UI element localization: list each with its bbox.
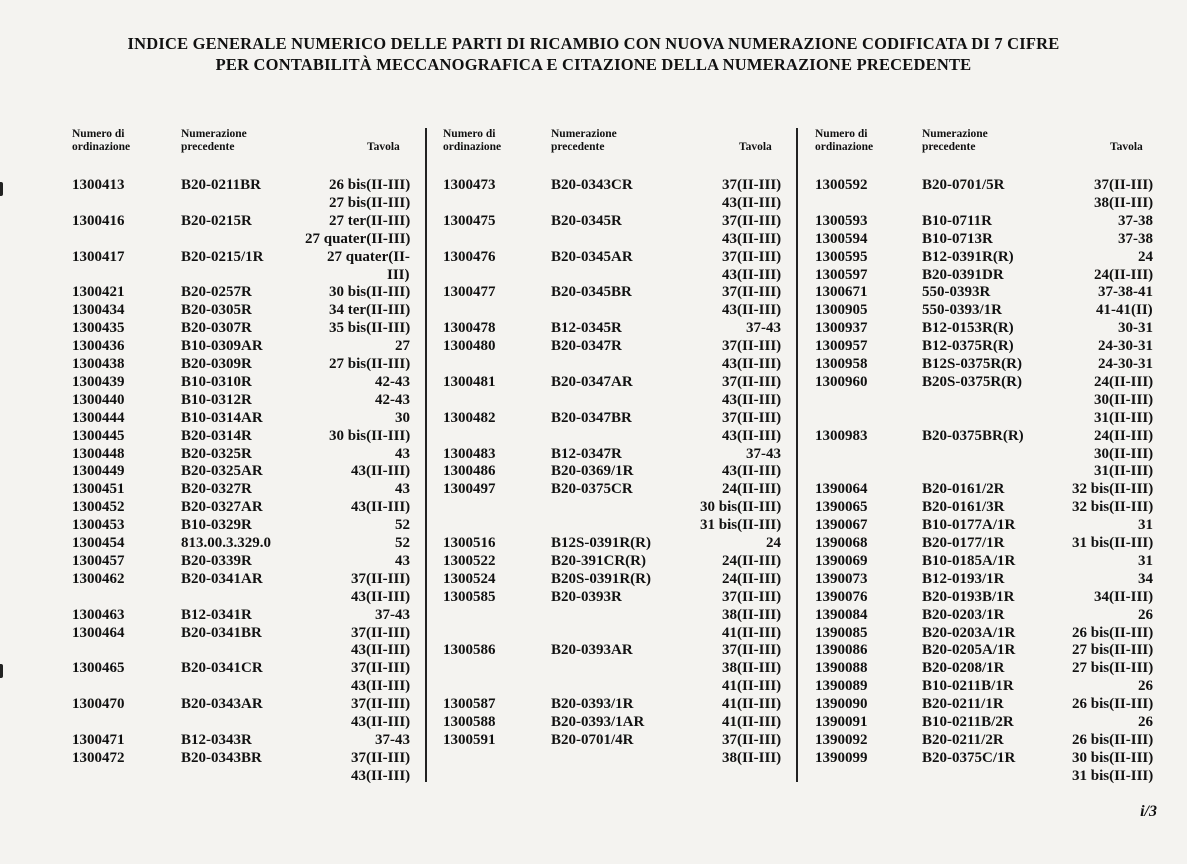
table-ref: 43(II-III) <box>351 499 411 516</box>
previous-number: B10-0310R <box>181 373 252 390</box>
previous-number: B20-0375C/1R <box>922 749 1016 766</box>
previous-number: B10-0312R <box>181 391 252 408</box>
table-ref: 27 quater(II-III) <box>305 230 411 247</box>
table-ref: 41-41(II) <box>1096 302 1153 319</box>
previous-number: B20-0393R <box>551 588 622 605</box>
order-number: 1300477 <box>443 284 496 301</box>
table-ref: 24 <box>1138 248 1153 265</box>
previous-number: B20-0393/1R <box>551 696 634 713</box>
previous-number: B10-0309AR <box>181 338 263 355</box>
order-number: 1390073 <box>815 570 868 587</box>
order-number: 1300478 <box>443 320 496 337</box>
table-ref: 38(II-III) <box>722 660 782 677</box>
order-number: 1300597 <box>815 266 868 283</box>
order-number: 1300457 <box>72 552 125 569</box>
order-number: 1300436 <box>72 338 125 355</box>
previous-number: B20-0347BR <box>551 409 632 426</box>
table-ref: 37(II-III) <box>722 212 782 229</box>
previous-number: B20-0391DR <box>922 266 1004 283</box>
header-table: Tavola <box>1110 141 1143 153</box>
table-ref: 37(II-III) <box>722 248 782 265</box>
column-divider <box>796 128 798 782</box>
order-number: 1300591 <box>443 731 496 748</box>
title-line-2: PER CONTABILITÀ MECCANOGRAFICA E CITAZIONE DELLA NUMERAZIONE PRECEDENTE <box>215 55 972 74</box>
table-ref: 30 <box>395 409 410 426</box>
order-number: 1300452 <box>72 499 125 516</box>
order-number: 1300421 <box>72 284 125 301</box>
table-ref: 30(II-III) <box>1094 445 1154 462</box>
order-number: 1300497 <box>443 481 496 498</box>
order-number: 1300594 <box>815 230 868 247</box>
page-title <box>0 33 1187 75</box>
table-ref: 41(II-III) <box>722 678 782 695</box>
previous-number: B20-0327AR <box>181 499 263 516</box>
table-ref: 38(II-III) <box>722 749 782 766</box>
table-ref: 43(II-III) <box>722 194 782 211</box>
table-ref: 30 bis(II-III) <box>329 427 411 444</box>
order-number: 1300593 <box>815 212 868 229</box>
column-divider <box>425 128 427 782</box>
order-number: 1300435 <box>72 320 125 337</box>
table-ref: 43(II-III) <box>351 463 411 480</box>
order-number: 1390076 <box>815 588 868 605</box>
order-number: 1300465 <box>72 660 125 677</box>
table-ref: 26 bis(II-III) <box>1072 696 1154 713</box>
table-ref: 37(II-III) <box>351 660 411 677</box>
order-number: 1300524 <box>443 570 496 587</box>
previous-number: B20-0215R <box>181 212 252 229</box>
previous-number: B20-0215/1R <box>181 248 264 265</box>
previous-number: B20-0341CR <box>181 660 263 677</box>
header-previous-number: Numerazione precedente <box>922 128 988 153</box>
table-ref: 27 <box>395 338 410 355</box>
table-ref: 31 <box>1138 517 1153 534</box>
order-number: 1390069 <box>815 552 868 569</box>
table-ref: 34 ter(II-III) <box>329 302 411 319</box>
order-number: 1300905 <box>815 302 868 319</box>
order-number: 1300471 <box>72 731 125 748</box>
order-number: 1390085 <box>815 624 868 641</box>
header-order-number: Numero di ordinazione <box>443 128 502 153</box>
header-order-number: Numero di ordinazione <box>72 128 131 153</box>
previous-number: 813.00.3.329.0 <box>181 535 271 551</box>
previous-number: B20-0393AR <box>551 642 633 659</box>
table-ref: 37(II-III) <box>722 731 782 748</box>
table-ref: 30 bis(II-III) <box>1072 749 1154 766</box>
order-number: 1300449 <box>72 463 125 480</box>
table-ref: 32 bis(II-III) <box>1072 481 1154 498</box>
left-edge-mark <box>0 664 3 678</box>
order-number: 1300937 <box>815 320 868 337</box>
order-number: 1300475 <box>443 212 496 229</box>
table-ref: 43(II-III) <box>722 463 782 480</box>
title-line-1: INDICE GENERALE NUMERICO DELLE PARTI DI RICAMBIO CON NUOVA NUMERAZIONE CODIFICATA DI 7 CIFRE <box>127 34 1060 53</box>
table-ref: 26 <box>1138 678 1153 695</box>
table-ref: 30 bis(II-III) <box>700 499 782 516</box>
order-number: 1390089 <box>815 678 868 695</box>
previous-number: B20-0375BR(R) <box>922 427 1024 444</box>
order-number: 1300448 <box>72 445 125 462</box>
order-number: 1300983 <box>815 427 868 444</box>
order-number: 1390099 <box>815 749 868 766</box>
previous-number: B12-0343R <box>181 731 252 748</box>
order-number: 1300592 <box>815 177 868 193</box>
table-ref: 42-43 <box>375 373 410 390</box>
order-number: 1300438 <box>72 356 125 372</box>
order-number: 1300454 <box>72 535 125 551</box>
table-ref: III) <box>387 266 410 283</box>
previous-number: B12S-0391R(R) <box>551 535 651 551</box>
order-number: 1300453 <box>72 517 125 534</box>
previous-number: B20-0347AR <box>551 373 633 390</box>
order-number: 1300516 <box>443 535 496 551</box>
order-number: 1300960 <box>815 373 868 390</box>
order-number: 1300482 <box>443 409 496 426</box>
previous-number: B20-0393/1AR <box>551 714 645 730</box>
table-ref: 26 <box>1138 606 1153 623</box>
order-number: 1390088 <box>815 660 868 677</box>
previous-number: B10-0329R <box>181 517 252 534</box>
table-ref: 52 <box>395 517 410 534</box>
previous-number: B20-0325AR <box>181 463 263 480</box>
order-number: 1300588 <box>443 714 496 730</box>
table-ref: 43 <box>395 552 410 569</box>
previous-number: B12-0193/1R <box>922 570 1005 587</box>
previous-number: B20-0309R <box>181 356 252 372</box>
previous-number: B20-0701/5R <box>922 177 1005 193</box>
table-ref: 37(II-III) <box>722 338 782 355</box>
previous-number: B10-0314AR <box>181 409 263 426</box>
previous-number: B20-0193B/1R <box>922 588 1015 605</box>
previous-number: B20-0341AR <box>181 570 263 587</box>
table-ref: 43 <box>395 445 410 462</box>
order-number: 1300473 <box>443 177 496 193</box>
previous-number: B12-0347R <box>551 445 622 462</box>
table-ref: 24(II-III) <box>722 481 782 498</box>
previous-number: B12-0153R(R) <box>922 320 1014 337</box>
previous-number: B10-0711R <box>922 212 993 229</box>
table-ref: 27 bis(II-III) <box>1072 660 1154 677</box>
table-ref: 38(II-III) <box>722 606 782 623</box>
previous-number: B12-0375R(R) <box>922 338 1014 355</box>
previous-number: B20-0341BR <box>181 624 262 641</box>
table-ref: 37(II-III) <box>722 409 782 426</box>
previous-number: B20S-0375R(R) <box>922 373 1022 390</box>
previous-number: B20-0314R <box>181 427 252 444</box>
previous-number: B10-0177A/1R <box>922 517 1016 534</box>
previous-number: B20-0161/3R <box>922 499 1005 516</box>
table-ref: 24(II-III) <box>722 570 782 587</box>
previous-number: B20-0307R <box>181 320 252 337</box>
table-ref: 35 bis(II-III) <box>329 320 411 337</box>
table-ref: 37-43 <box>375 606 410 623</box>
table-ref: 27 quater(II- <box>327 248 410 265</box>
order-number: 1300413 <box>72 177 125 193</box>
table-ref: 27 bis(II-III) <box>329 356 411 372</box>
header-order-number: Numero di ordinazione <box>815 128 874 153</box>
table-ref: 37(II-III) <box>722 588 782 605</box>
table-ref: 31(II-III) <box>1094 409 1154 426</box>
previous-number: B20-0327R <box>181 481 252 498</box>
previous-number: B12-0391R(R) <box>922 248 1014 265</box>
order-number: 1300463 <box>72 606 125 623</box>
order-number: 1300587 <box>443 696 496 713</box>
table-ref: 41(II-III) <box>722 624 782 641</box>
table-ref: 43(II-III) <box>722 427 782 444</box>
previous-number: B10-0211B/2R <box>922 714 1014 730</box>
previous-number: B20-0339R <box>181 552 252 569</box>
table-ref: 24-30-31 <box>1098 356 1153 372</box>
previous-number: B20-0325R <box>181 445 252 462</box>
table-ref: 41(II-III) <box>722 714 782 730</box>
previous-number: B12-0345R <box>551 320 622 337</box>
order-number: 1300476 <box>443 248 496 265</box>
header-previous-number: Numerazione precedente <box>181 128 247 153</box>
table-ref: 31 bis(II-III) <box>1072 767 1154 784</box>
table-ref: 34 <box>1138 570 1153 587</box>
table-ref: 43(II-III) <box>722 302 782 319</box>
order-number: 1390092 <box>815 731 868 748</box>
table-ref: 37(II-III) <box>351 749 411 766</box>
previous-number: B20-0177/1R <box>922 535 1005 551</box>
table-ref: 27 bis(II-III) <box>329 194 411 211</box>
header-table: Tavola <box>739 141 772 153</box>
previous-number: B12-0341R <box>181 606 252 623</box>
order-number: 1300486 <box>443 463 496 480</box>
table-ref: 37(II-III) <box>351 696 411 713</box>
table-ref: 32 bis(II-III) <box>1072 499 1154 516</box>
table-ref: 43(II-III) <box>351 767 411 784</box>
table-ref: 27 ter(II-III) <box>329 212 411 229</box>
previous-number: B20-0701/4R <box>551 731 634 748</box>
table-ref: 24(II-III) <box>1094 266 1154 283</box>
previous-number: B20-0345BR <box>551 284 632 301</box>
table-ref: 34(II-III) <box>1094 588 1154 605</box>
order-number: 1390068 <box>815 535 868 551</box>
previous-number: B20-0208/1R <box>922 660 1005 677</box>
table-ref: 38(II-III) <box>1094 194 1154 211</box>
order-number: 1300483 <box>443 445 496 462</box>
previous-number: B20-0345AR <box>551 248 633 265</box>
order-number: 1300957 <box>815 338 868 355</box>
previous-number: B10-0211B/1R <box>922 678 1014 695</box>
previous-number: B20-0343BR <box>181 749 262 766</box>
table-ref: 37(II-III) <box>1094 177 1154 193</box>
previous-number: B20-0161/2R <box>922 481 1005 498</box>
header-previous-number: Numerazione precedente <box>551 128 617 153</box>
table-ref: 37-43 <box>746 445 781 462</box>
table-ref: 31 bis(II-III) <box>700 517 782 534</box>
table-ref: 43(II-III) <box>351 588 411 605</box>
table-ref: 27 bis(II-III) <box>1072 642 1154 659</box>
previous-number: B20-0203A/1R <box>922 624 1016 641</box>
table-ref: 24(II-III) <box>722 552 782 569</box>
order-number: 1300585 <box>443 588 496 605</box>
order-number: 1300671 <box>815 284 868 301</box>
previous-number: B20-0347R <box>551 338 622 355</box>
left-edge-mark <box>0 182 3 196</box>
table-ref: 26 bis(II-III) <box>1072 731 1154 748</box>
page-number: i/3 <box>1140 803 1157 820</box>
previous-number: B20-0257R <box>181 284 252 301</box>
table-ref: 52 <box>395 535 410 551</box>
table-ref: 31 bis(II-III) <box>1072 535 1154 551</box>
table-ref: 43 <box>395 481 410 498</box>
header-table: Tavola <box>367 141 400 153</box>
table-ref: 37(II-III) <box>722 642 782 659</box>
table-ref: 24 <box>766 535 781 551</box>
previous-number: B20-0375CR <box>551 481 633 498</box>
previous-number: B20-0211/1R <box>922 696 1004 713</box>
table-ref: 37(II-III) <box>351 570 411 587</box>
previous-number: B10-0713R <box>922 230 993 247</box>
order-number: 1300416 <box>72 212 125 229</box>
order-number: 1390067 <box>815 517 868 534</box>
table-ref: 26 bis(II-III) <box>329 177 411 193</box>
order-number: 1300481 <box>443 373 496 390</box>
table-ref: 26 bis(II-III) <box>1072 624 1154 641</box>
table-ref: 37-38 <box>1118 230 1153 247</box>
order-number: 1300472 <box>72 749 125 766</box>
previous-number: B10-0185A/1R <box>922 552 1016 569</box>
order-number: 1300958 <box>815 356 868 372</box>
previous-number: B20-0205A/1R <box>922 642 1016 659</box>
previous-number: 550-0393/1R <box>922 302 1002 319</box>
table-ref: 24-30-31 <box>1098 338 1153 355</box>
table-ref: 37(II-III) <box>351 624 411 641</box>
previous-number: 550-0393R <box>922 284 991 301</box>
table-ref: 31(II-III) <box>1094 463 1154 480</box>
order-number: 1390091 <box>815 714 868 730</box>
table-ref: 37(II-III) <box>722 284 782 301</box>
order-number: 1300417 <box>72 248 125 265</box>
order-number: 1300440 <box>72 391 125 408</box>
table-ref: 43(II-III) <box>722 230 782 247</box>
previous-number: B20-0211/2R <box>922 731 1004 748</box>
previous-number: B20-0343CR <box>551 177 633 193</box>
table-ref: 43(II-III) <box>351 714 411 730</box>
table-ref: 41(II-III) <box>722 696 782 713</box>
table-ref: 37-38-41 <box>1098 284 1153 301</box>
table-ref: 30(II-III) <box>1094 391 1154 408</box>
table-ref: 30 bis(II-III) <box>329 284 411 301</box>
order-number: 1390064 <box>815 481 868 498</box>
previous-number: B20-391CR(R) <box>551 552 646 569</box>
table-ref: 37(II-III) <box>722 177 782 193</box>
table-ref: 26 <box>1138 714 1153 730</box>
table-ref: 43(II-III) <box>722 266 782 283</box>
order-number: 1390084 <box>815 606 868 623</box>
table-ref: 43(II-III) <box>351 678 411 695</box>
previous-number: B20-0305R <box>181 302 252 319</box>
table-ref: 37-43 <box>746 320 781 337</box>
table-ref: 42-43 <box>375 391 410 408</box>
table-ref: 43(II-III) <box>722 356 782 372</box>
table-ref: 24(II-III) <box>1094 373 1154 390</box>
order-number: 1390086 <box>815 642 868 659</box>
table-ref: 37-38 <box>1118 212 1153 229</box>
table-ref: 31 <box>1138 552 1153 569</box>
table-ref: 43(II-III) <box>351 642 411 659</box>
previous-number: B20-0343AR <box>181 696 263 713</box>
order-number: 1300439 <box>72 373 125 390</box>
order-number: 1390065 <box>815 499 868 516</box>
order-number: 1300464 <box>72 624 125 641</box>
order-number: 1390090 <box>815 696 868 713</box>
previous-number: B20S-0391R(R) <box>551 570 651 587</box>
table-ref: 43(II-III) <box>722 391 782 408</box>
order-number: 1300595 <box>815 248 868 265</box>
order-number: 1300434 <box>72 302 125 319</box>
previous-number: B20-0203/1R <box>922 606 1005 623</box>
order-number: 1300445 <box>72 427 125 444</box>
previous-number: B20-0211BR <box>181 177 262 193</box>
previous-number: B20-0345R <box>551 212 622 229</box>
order-number: 1300451 <box>72 481 125 498</box>
table-ref: 37(II-III) <box>722 373 782 390</box>
table-ref: 30-31 <box>1118 320 1153 337</box>
order-number: 1300462 <box>72 570 125 587</box>
table-ref: 37-43 <box>375 731 410 748</box>
order-number: 1300470 <box>72 696 125 713</box>
order-number: 1300480 <box>443 338 496 355</box>
previous-number: B12S-0375R(R) <box>922 356 1022 372</box>
order-number: 1300586 <box>443 642 496 659</box>
previous-number: B20-0369/1R <box>551 463 634 480</box>
table-ref: 24(II-III) <box>1094 427 1154 444</box>
order-number: 1300522 <box>443 552 496 569</box>
order-number: 1300444 <box>72 409 125 426</box>
